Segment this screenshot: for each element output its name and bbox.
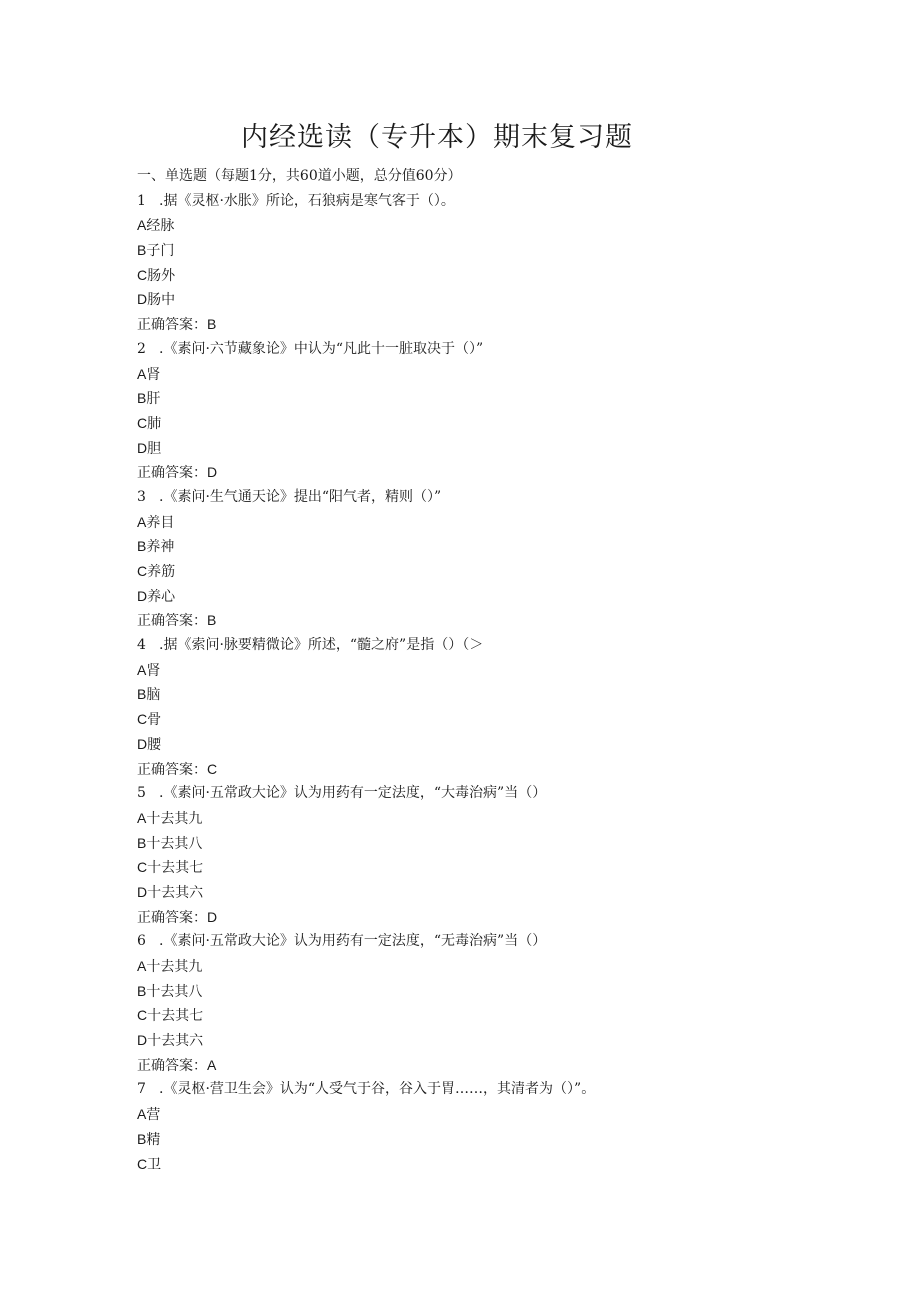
correct-answer-value: C [207,760,218,777]
option-text: 肺 [147,415,162,432]
option-letter: D [137,587,148,604]
option-text: 卫 [147,1156,162,1173]
option-letter: B [137,242,147,259]
question-text: .据《灵枢·水胀》所论，石狼病是寒气客于（）。 [159,192,455,209]
option-text: 十去其六 [147,1033,204,1050]
option-letter: A [137,513,147,530]
correct-answer-label: 正确答案： [137,317,207,334]
correct-answer-value: D [207,464,218,481]
option-text: 肾 [146,366,161,383]
question-number: 6 [137,933,146,950]
option-letter: B [137,1130,147,1147]
question-text: .《素问·六节藏象论》中认为“凡此十一脏取决于（）” [159,340,484,357]
option-letter: D [137,735,148,752]
option-letter: B [137,834,147,851]
correct-answer-label: 正确答案： [137,909,207,926]
answer-option [137,436,837,461]
correct-answer [137,312,837,337]
option-letter: C [137,1007,148,1024]
answer-option [137,238,837,263]
question-text: .《素问·生气通天论》提出“阳气者，精则（）” [159,488,442,505]
option-letter: C [137,859,148,876]
option-text: 十去其八 [146,835,203,852]
question-list [137,164,837,1176]
option-letter: C [137,1155,148,1172]
option-letter: D [137,1032,148,1049]
correct-answer-label: 正确答案： [137,1057,207,1074]
answer-option [137,1152,837,1177]
option-text: 精 [146,1131,161,1148]
answer-option [137,1003,837,1028]
option-text: 十去其八 [146,983,203,1000]
option-letter: A [137,365,147,382]
option-text: 十去其六 [147,884,204,901]
answer-option [137,362,837,387]
option-letter: D [137,883,148,900]
answer-option [137,880,837,905]
option-letter: B [137,390,147,407]
question-number: 1 [137,192,146,209]
question-stem [137,189,837,214]
option-text: 养心 [147,588,176,605]
answer-option [137,682,837,707]
answer-option [137,584,837,609]
correct-answer-value: B [207,612,217,629]
question-text: .《素问·五常政大论》认为用药有一定法度，“无毒治病”当（） [159,933,547,950]
option-letter: C [137,414,148,431]
option-letter: A [137,217,147,234]
question-text: .《素问·五常政大论》认为用药有一定法度，“大毒治病”当（） [159,785,547,802]
option-letter: C [137,563,148,579]
answer-option [137,287,837,312]
correct-answer-label: 正确答案： [137,761,207,778]
answer-option [137,510,837,535]
option-text: 腰 [147,736,162,753]
question-number: 5 [137,785,146,802]
question-text: .《灵枢·营卫生会》认为“人受气于谷，谷入于胃……，其清者为（）”。 [159,1081,596,1098]
answer-option [137,1102,837,1127]
option-letter: C [137,266,148,283]
answer-option [137,1127,837,1152]
question-stem [137,929,837,954]
correct-answer [137,1053,837,1078]
answer-option [137,559,837,584]
option-text: 肾 [146,662,161,679]
question-stem [137,633,837,658]
answer-option [137,954,837,979]
option-text: 养目 [146,514,175,531]
option-letter: C [137,711,148,728]
answer-option [137,855,837,880]
answer-option [137,979,837,1004]
correct-answer-value: A [207,1056,217,1073]
answer-option [137,732,837,757]
option-text: 养筋 [147,564,176,580]
option-letter: D [137,439,148,456]
correct-answer [137,905,837,930]
answer-option [137,707,837,732]
option-text: 十去其七 [147,1008,204,1025]
answer-option [137,1028,837,1053]
option-text: 十去其九 [146,959,203,975]
answer-option [137,658,837,683]
correct-answer-label: 正确答案： [137,465,207,482]
page-title: 内经选读（专升本）期末复习题 [241,122,633,153]
correct-answer-value: D [207,908,218,925]
correct-answer [137,757,837,782]
option-text: 十去其九 [146,810,203,827]
answer-option [137,831,837,856]
question-number: 3 [137,488,146,505]
option-text: 经脉 [146,218,175,235]
correct-answer-label: 正确答案： [137,613,207,630]
option-text: 子门 [146,243,175,260]
question-stem [137,781,837,806]
section-heading: 一、单选题（每题1分，共60道小题，总分值60分） [137,168,462,184]
option-letter: A [137,958,147,974]
option-text: 胆 [147,440,162,457]
option-text: 脑 [146,687,161,704]
option-text: 养神 [146,539,175,556]
correct-answer [137,608,837,633]
option-text: 肝 [146,391,161,408]
option-letter: D [137,291,148,308]
option-text: 十去其七 [147,860,204,877]
question-stem [137,485,837,510]
answer-option [137,806,837,831]
option-letter: B [137,538,147,555]
question-number: 2 [137,340,146,357]
option-letter: A [137,661,147,678]
option-text: 骨 [147,712,162,729]
option-text: 肠中 [147,292,176,309]
answer-option [137,534,837,559]
question-number: 4 [137,637,146,654]
question-number: 7 [137,1081,146,1098]
option-text: 肠外 [147,267,176,284]
option-letter: B [137,686,147,703]
question-stem [137,1077,837,1102]
question-text: .据《索问·脉要精微论》所述，“髓之府”是指（）（＞ [159,637,484,654]
answer-option [137,411,837,436]
correct-answer [137,460,837,485]
answer-option [137,263,837,288]
option-letter: B [137,982,147,999]
question-stem [137,337,837,362]
answer-option [137,213,837,238]
correct-answer-value: B [207,316,217,333]
option-text: 营 [146,1107,161,1124]
option-letter: A [137,809,147,826]
answer-option [137,386,837,411]
option-letter: A [137,1106,147,1123]
